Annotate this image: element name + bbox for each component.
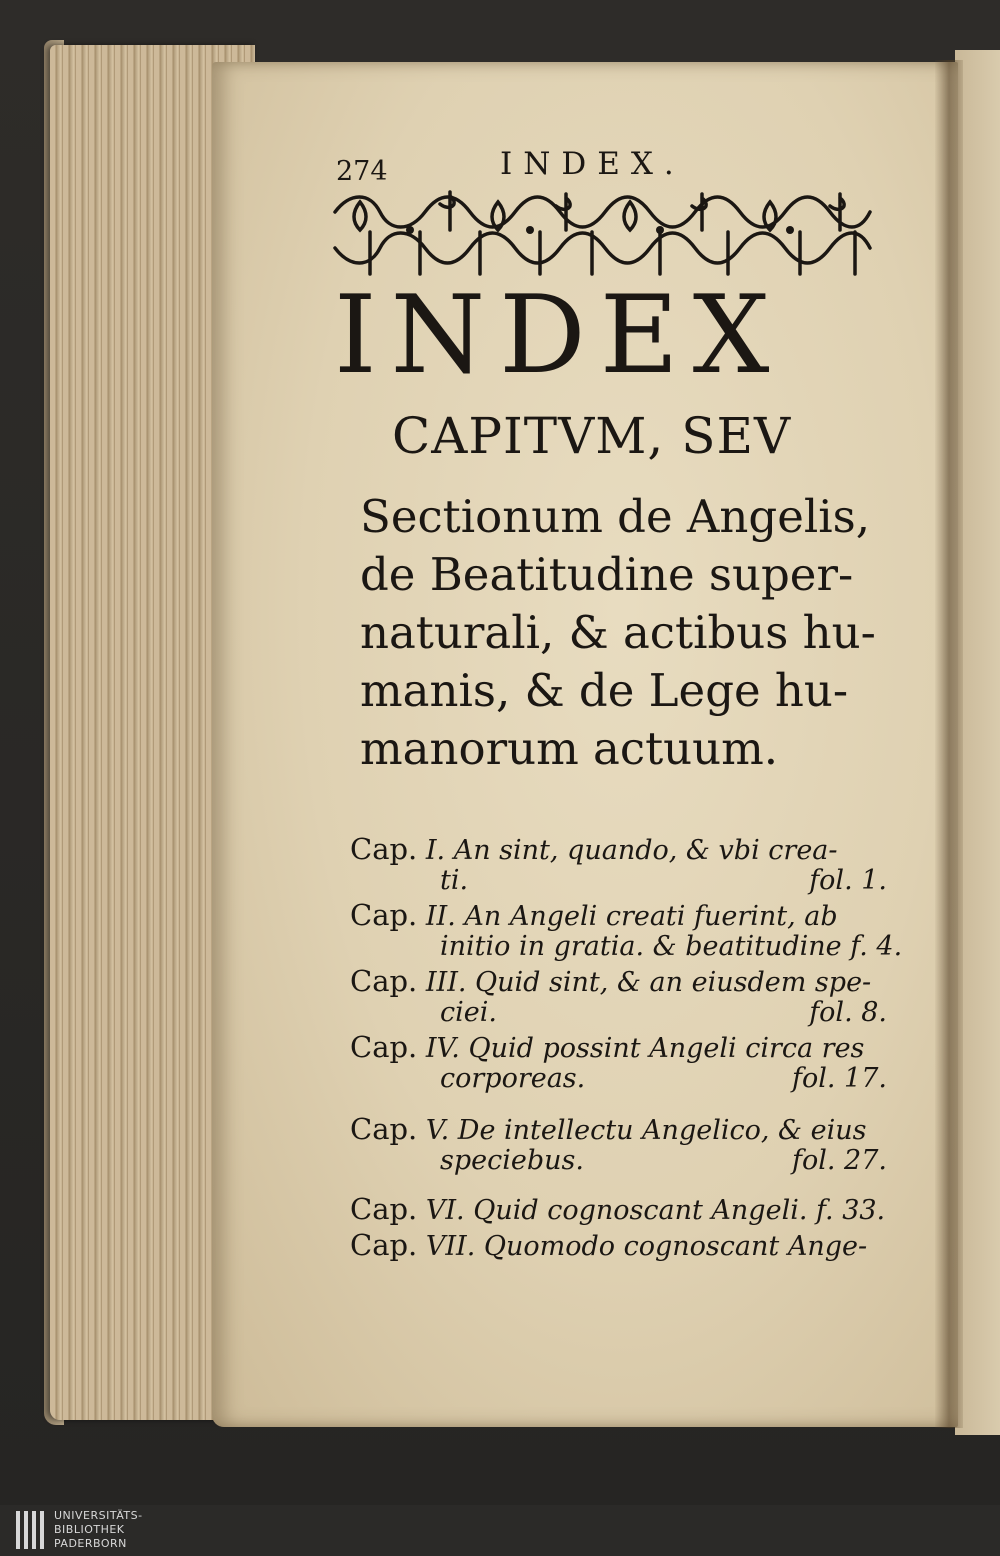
library-name-line: BIBLIOTHEK — [54, 1523, 125, 1536]
entry-cap: Cap. — [350, 1228, 418, 1262]
entry-title: I. An sint, quando, & vbi crea- — [425, 835, 838, 866]
index-entry — [350, 1030, 895, 1096]
library-footer — [0, 1505, 1000, 1556]
entry-cap: Cap. — [350, 1112, 418, 1146]
index-subtitle: CAPITVM, SEV — [392, 407, 792, 465]
entry-folio: fol. 27. — [792, 1145, 887, 1176]
description-line: manorum actuum. — [360, 722, 779, 775]
index-description — [360, 488, 880, 778]
entry-cap: Cap. — [350, 898, 418, 932]
index-title: INDEX — [334, 273, 784, 398]
entry-title: V. De intellectu Angelico, & eius — [425, 1115, 867, 1146]
entry-folio: fol. 17. — [792, 1063, 887, 1094]
ornamental-border-icon — [330, 182, 875, 278]
page-gutter-shadow — [935, 60, 963, 1428]
university-library-logo-icon — [14, 1509, 46, 1551]
index-entry — [350, 898, 903, 964]
entry-cap: Cap. — [350, 1030, 418, 1064]
index-entry — [350, 1112, 895, 1178]
page-number: 274 — [336, 156, 388, 187]
entry-title-cont: ti. — [440, 865, 469, 896]
index-entry — [350, 964, 895, 1030]
description-line: de Beatitudine super- — [360, 548, 854, 601]
entry-title-cont: corporeas. — [440, 1063, 586, 1094]
entry-title-cont: speciebus. — [440, 1145, 584, 1176]
library-name-line: PADERBORN — [54, 1537, 127, 1550]
entry-title: II. An Angeli creati fuerint, ab — [425, 901, 838, 932]
entry-title: VII. Quomodo cognoscant Ange- — [425, 1231, 868, 1262]
description-line: manis, & de Lege hu- — [360, 664, 849, 717]
running-head: INDEX. — [500, 146, 685, 182]
entry-folio: fol. 1. — [809, 865, 887, 896]
entry-title-cont: ciei. — [440, 997, 497, 1028]
index-entry — [350, 832, 895, 898]
entry-cap: Cap. — [350, 964, 418, 998]
description-line: Sectionum de Angelis, — [360, 490, 871, 543]
entry-title-cont: initio in gratia. & beatitudine f. 4. — [440, 931, 903, 962]
index-entry — [350, 1228, 895, 1261]
entry-title: VI. Quid cognoscant Angeli. f. 33. — [425, 1195, 886, 1226]
entry-cap: Cap. — [350, 1192, 418, 1226]
entry-title: IV. Quid possint Angeli circa res — [425, 1033, 865, 1064]
library-name-line: UNIVERSITÄTS- — [54, 1509, 143, 1522]
index-entry — [350, 1192, 895, 1225]
entry-title: III. Quid sint, & an eiusdem spe- — [425, 967, 872, 998]
description-line: naturali, & actibus hu- — [360, 606, 876, 659]
entry-folio: fol. 8. — [809, 997, 887, 1028]
entry-cap: Cap. — [350, 832, 418, 866]
library-name — [54, 1509, 143, 1551]
